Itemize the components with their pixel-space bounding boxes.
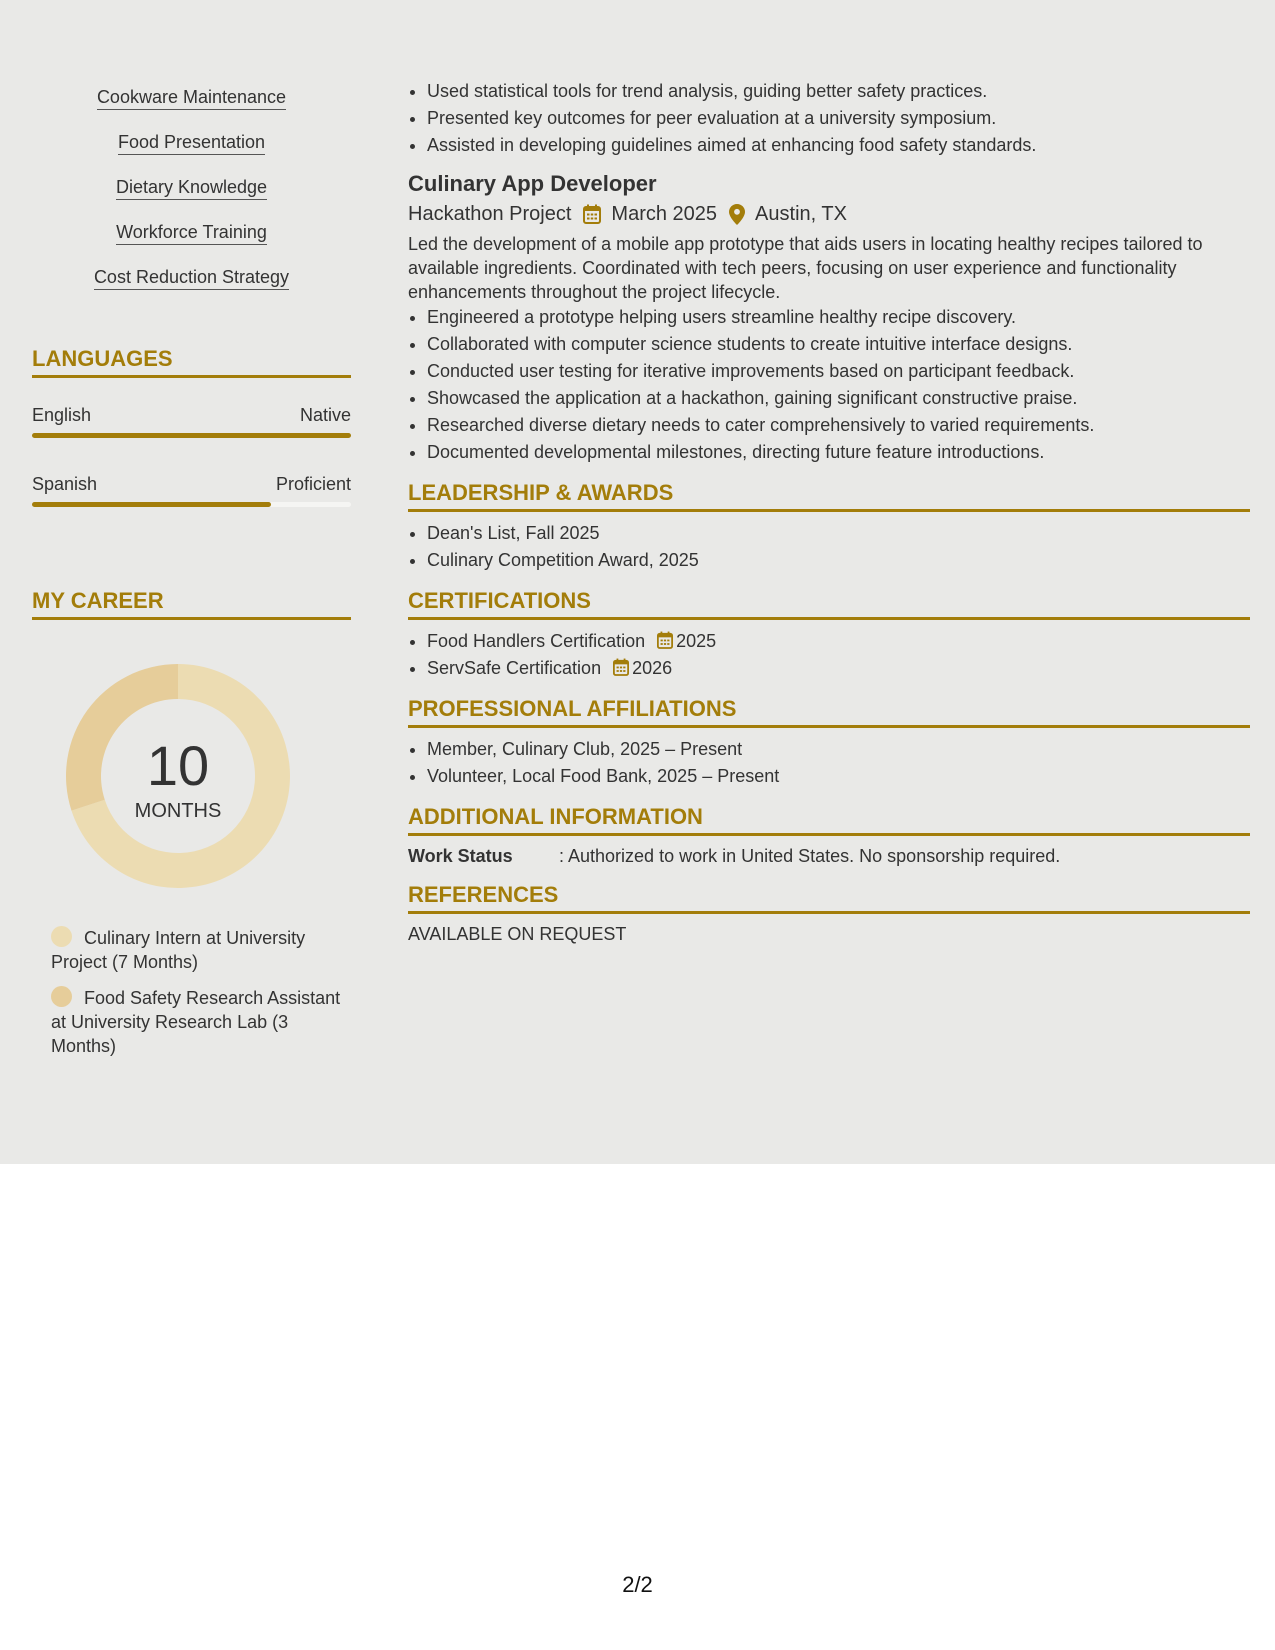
certifications-heading: CERTIFICATIONS — [408, 588, 1250, 620]
career-total-unit: MONTHS — [134, 800, 222, 822]
additional-info-section — [408, 804, 1250, 868]
legend-label: Culinary Intern at University Project (7 Months) — [51, 928, 306, 972]
affiliations-section — [408, 696, 1250, 790]
list-item: • Presented key outcomes for peer evaluation at a university symposium. — [427, 105, 1250, 132]
skill-item: Dietary Knowledge — [116, 176, 267, 200]
certification-name: ServSafe Certification — [427, 658, 602, 678]
skill-item: Workforce Training — [116, 221, 267, 245]
list-item: • Volunteer, Local Food Bank, 2025 – Present — [427, 763, 1250, 790]
legend-dot — [51, 926, 72, 947]
calendar-icon — [613, 658, 629, 676]
certification-year: 2026 — [632, 658, 673, 678]
certification-item — [427, 655, 1250, 682]
legend-dot — [51, 986, 72, 1007]
certification-name: Food Handlers Certification — [427, 631, 646, 651]
language-english — [32, 404, 351, 438]
additional-info-heading: ADDITIONAL INFORMATION — [408, 804, 1250, 836]
list-item: • Assisted in developing guidelines aimed at enhancing food safety standards. — [427, 132, 1250, 159]
job-organization: Hackathon Project — [408, 203, 572, 225]
list-item: • Dean's List, Fall 2025 — [427, 520, 1250, 547]
list-item: • Conducted user testing for iterative improvements based on participant feedback. — [427, 358, 1250, 385]
job-title: Culinary App Developer — [408, 171, 657, 196]
language-level: Native — [299, 405, 351, 425]
language-proficiency-fill — [32, 433, 351, 438]
career-heading: MY CAREER — [32, 588, 351, 620]
language-name: English — [32, 405, 92, 425]
work-status-label: Work Status — [408, 846, 513, 866]
list-item: • Engineered a prototype helping users streamline healthy recipe discovery. — [427, 304, 1250, 331]
certifications-section — [408, 588, 1250, 682]
list-item: • Used statistical tools for trend analysis, guiding better safety practices. — [427, 78, 1250, 105]
location-pin-icon — [729, 204, 745, 225]
language-proficiency-bar — [32, 502, 351, 507]
career-legend — [51, 926, 351, 1070]
career-total-number: 10 — [146, 734, 210, 797]
job-bullets — [408, 304, 1250, 466]
language-name: Spanish — [32, 474, 98, 494]
list-item: • Member, Culinary Club, 2025 – Present — [427, 736, 1250, 763]
references-section — [408, 882, 1250, 946]
languages-heading: LANGUAGES — [32, 346, 351, 378]
list-item: • Culinary Competition Award, 2025 — [427, 547, 1250, 574]
career-donut-chart — [66, 664, 290, 888]
calendar-icon — [583, 204, 601, 224]
references-text: AVAILABLE ON REQUEST — [408, 924, 627, 944]
page-number: 2/2 — [622, 1572, 653, 1597]
language-spanish — [32, 473, 351, 507]
skill-item: Food Presentation — [118, 131, 265, 155]
legend-label: Food Safety Research Assistant at University Research Lab (3 Months) — [51, 988, 341, 1056]
job-description: Led the development of a mobile app prototype that aids users in locating healthy recipes tailored to available ingredients. Coordinated with tech peers, focusing on user experience and functionality enhancements throughout the project lifecycle. — [408, 234, 1203, 302]
skill-item: Cost Reduction Strategy — [94, 266, 289, 290]
list-item: • Showcased the application at a hackathon, gaining significant constructive praise. — [427, 385, 1250, 412]
skill-item: Cookware Maintenance — [97, 86, 286, 110]
certification-year: 2025 — [676, 631, 717, 651]
job-meta — [408, 199, 1250, 229]
career-legend-item — [51, 926, 351, 974]
certification-item — [427, 628, 1250, 655]
language-proficiency-bar — [32, 433, 351, 438]
job-date: March 2025 — [611, 203, 718, 225]
main-content — [408, 78, 1250, 946]
leadership-section — [408, 480, 1250, 574]
language-proficiency-fill — [32, 502, 271, 507]
career-legend-item — [51, 986, 351, 1058]
list-item: • Documented developmental milestones, directing future feature introductions. — [427, 439, 1250, 466]
list-item: • Collaborated with computer science students to create intuitive interface designs. — [427, 331, 1250, 358]
skills-list — [32, 86, 351, 311]
leadership-heading: LEADERSHIP & AWARDS — [408, 480, 1250, 512]
job-location: Austin, TX — [755, 203, 847, 225]
list-item: • Researched diverse dietary needs to cater comprehensively to varied requirements. — [427, 412, 1250, 439]
calendar-icon — [657, 631, 673, 649]
affiliations-heading: PROFESSIONAL AFFILIATIONS — [408, 696, 1250, 728]
language-level: Proficient — [275, 474, 351, 494]
work-status-value: : Authorized to work in United States. No sponsorship required. — [559, 846, 1061, 866]
previous-job-bullets — [408, 78, 1250, 159]
references-heading: REFERENCES — [408, 882, 1250, 914]
